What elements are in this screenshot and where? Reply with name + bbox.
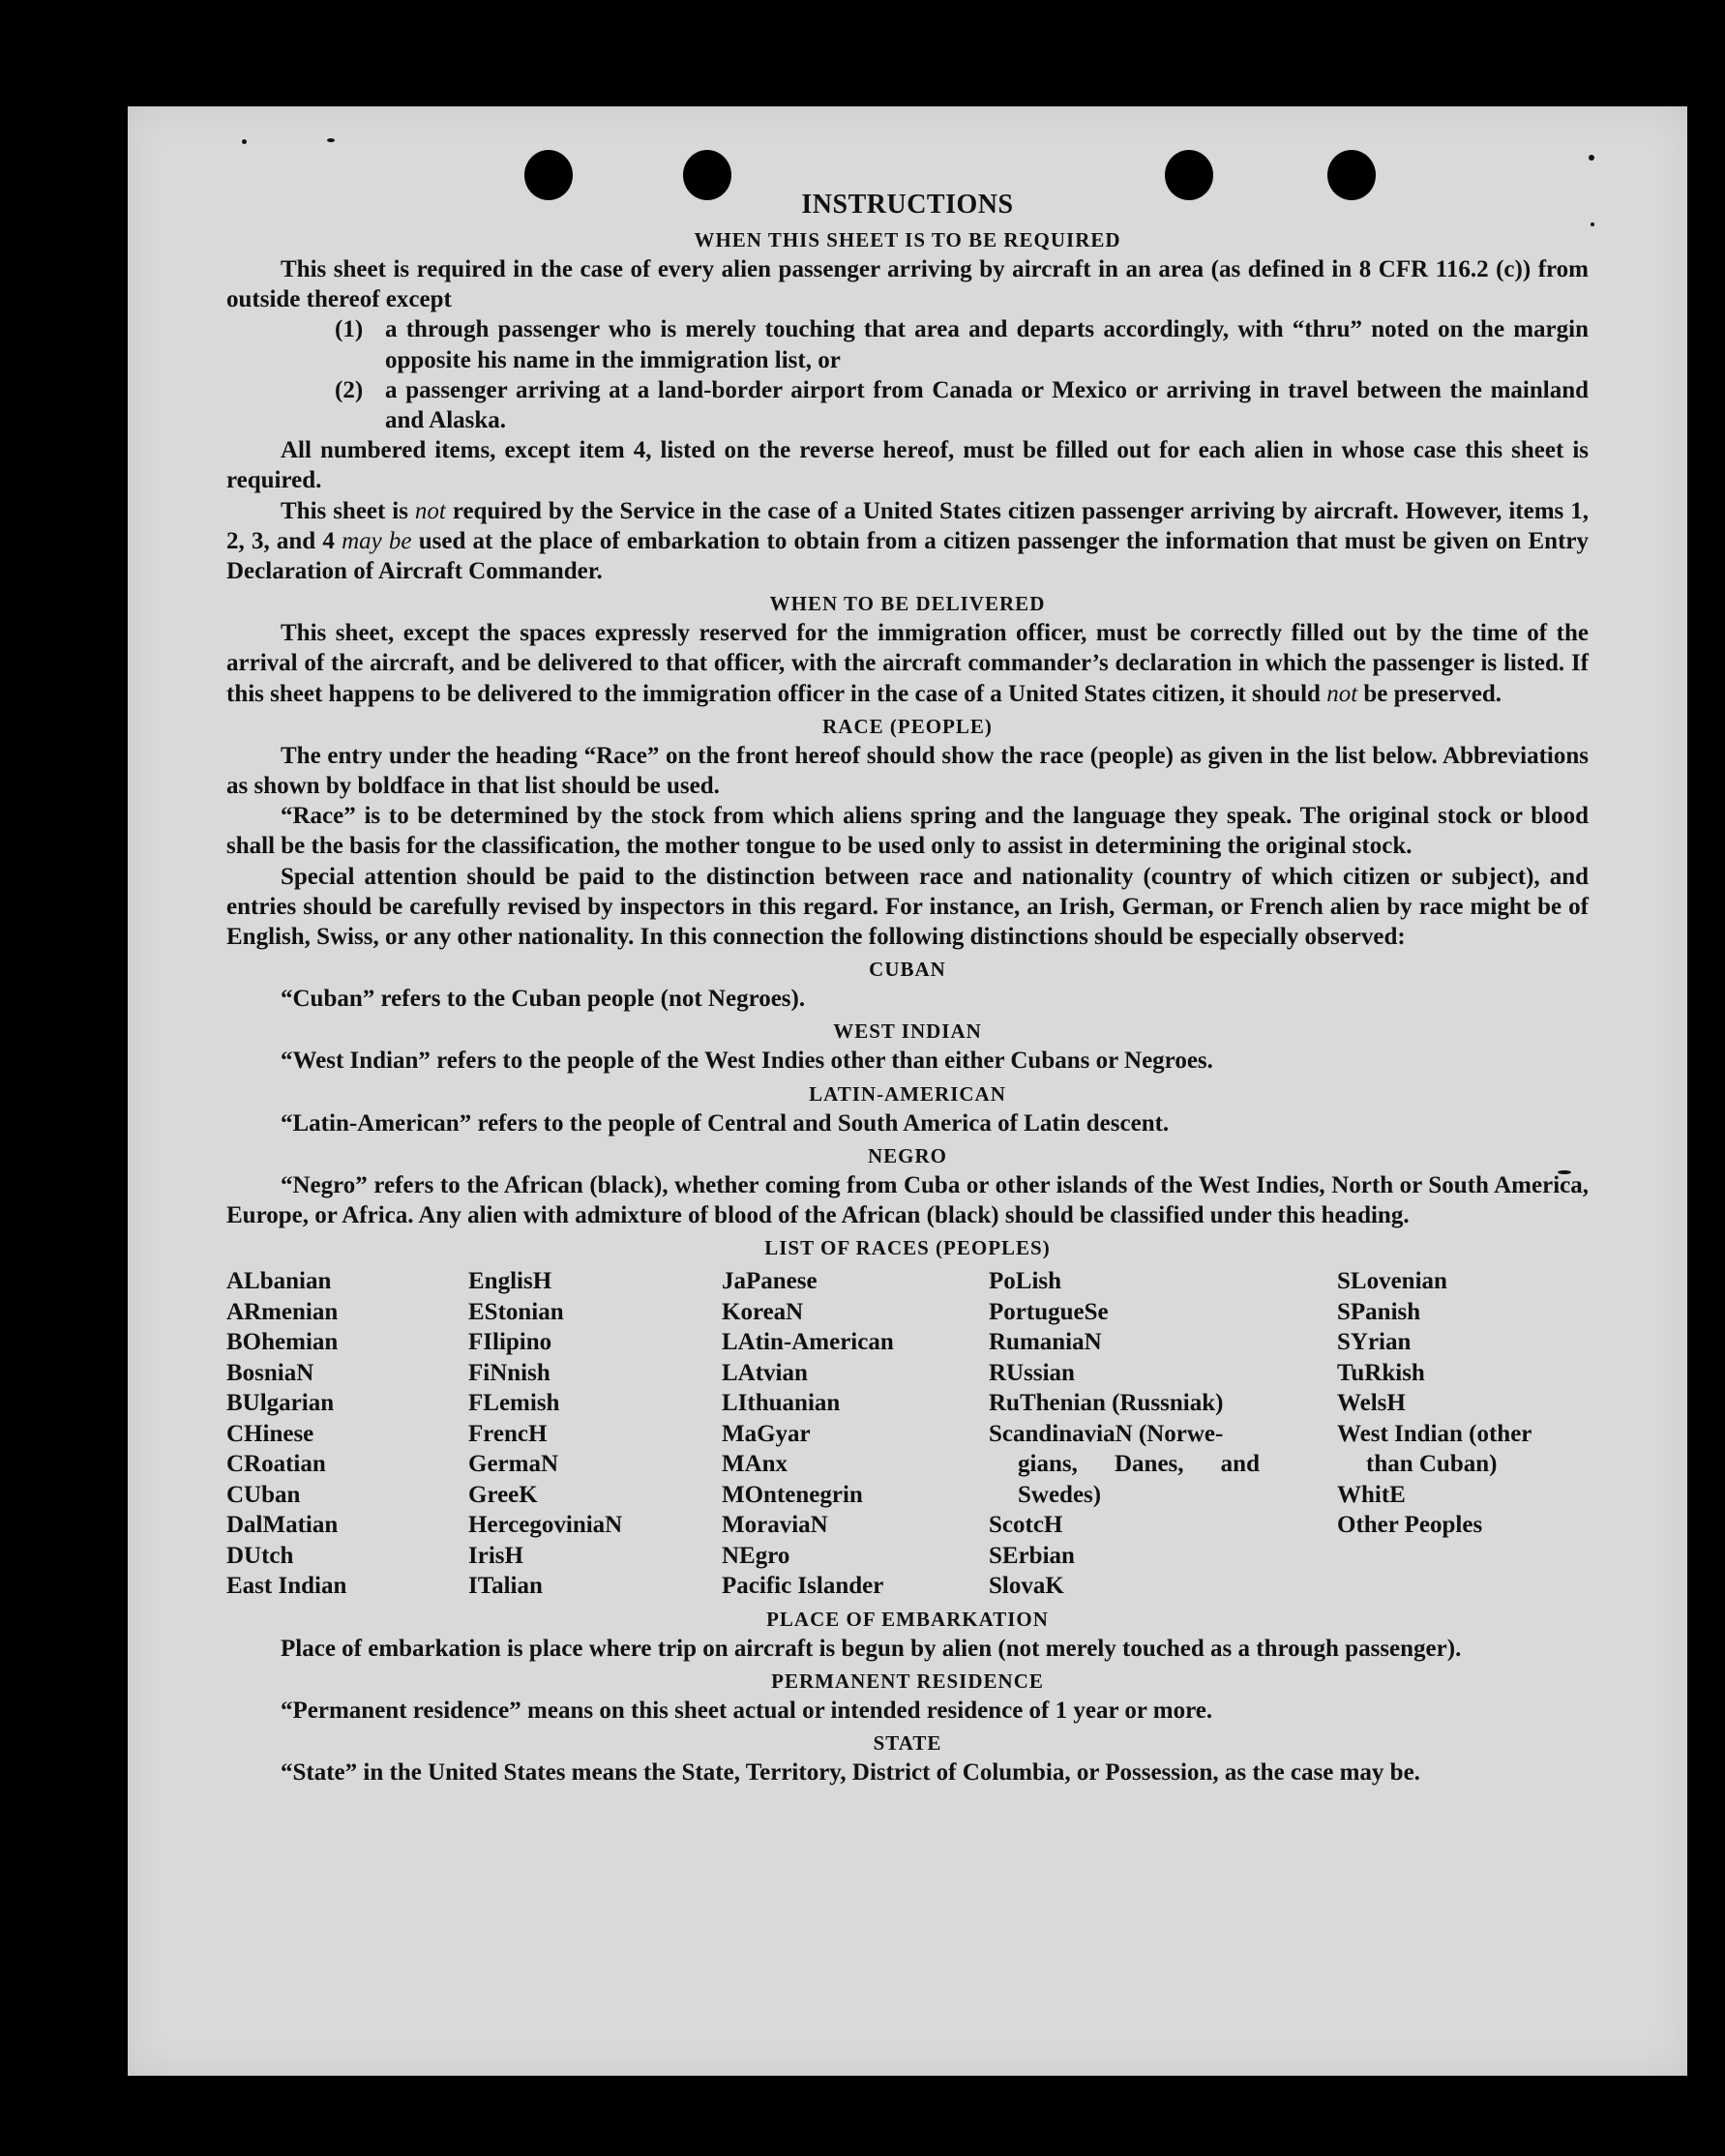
item-text: a passenger arriving at a land-border airport from Canada or Mexico or arriving in travel between the mainland and Alaska.: [385, 376, 1589, 434]
race-entry: FiNnish: [468, 1359, 550, 1386]
race-column-5: [1337, 1266, 1589, 1602]
race-column-2: [468, 1266, 722, 1602]
race-entry: KoreaN: [722, 1298, 804, 1325]
race-paragraph-2: “Race” is to be determined by the stock from which aliens spring and the language they speak. The original stock or blood shall be the basis for the classification, the mother tongue to be used only to assist in determining the original stock.: [226, 803, 1589, 860]
cuban-text: “Cuban” refers to the Cuban people (not Negroes).: [281, 986, 806, 1013]
west-indian-text: “West Indian” refers to the people of the West Indies other than either Cubans or Negroes.: [281, 1048, 1213, 1075]
exception-item-2: [226, 375, 1589, 435]
when-required-intro: This sheet is required in the case of every alien passenger arriving by aircraft in an area (as defined in 8 CFR 116.2 (c)) from outside thereof except: [226, 256, 1589, 313]
exception-item-1: [226, 314, 1589, 374]
instructions-content: [226, 188, 1589, 1787]
race-entry: LAtvian: [722, 1359, 808, 1386]
race-column-3: [722, 1266, 989, 1602]
race-entry: SlovaK: [989, 1573, 1064, 1600]
race-entry: EnglisH: [468, 1268, 552, 1295]
race-entry: RuThenian (Russniak): [989, 1390, 1224, 1417]
race-entry: BUlgarian: [226, 1390, 335, 1417]
race-entry-continuation: Swedes): [1018, 1481, 1102, 1508]
heading-latin-american: LATIN-AMERICAN: [809, 1081, 1006, 1106]
race-paragraph-3: Special attention should be paid to the distinction between race and nationality (country of which citizen or subject), and entries should be carefully revised by inspectors in this regard. For instance, an Irish, German, or French alien by race might be of English, Swiss, or any other nationality. In this connection the following distinctions should be especially observed:: [226, 863, 1589, 951]
race-entry: IrisH: [468, 1542, 523, 1569]
race-entry: SPanish: [1337, 1298, 1421, 1325]
heading-race: RACE (PEOPLE): [822, 714, 993, 738]
item-number: (2): [335, 376, 364, 403]
page-title: INSTRUCTIONS: [801, 190, 1014, 220]
heading-when-delivered: WHEN TO BE DELIVERED: [769, 592, 1046, 616]
race-entry: FrencH: [468, 1420, 548, 1447]
heading-west-indian: WEST INDIAN: [833, 1019, 982, 1044]
heading-when-required: WHEN THIS SHEET IS TO BE REQUIRED: [694, 228, 1121, 251]
delivered-paragraph: This sheet, except the spaces expressly reserved for the immigration officer, must be correctly filled out by the time of the arrival of the aircraft, and be delivered to that officer, with the aircraft commander’s declaration in which the passenger is listed. If this sheet happens to be delivered to the immigration officer in the case of a United States citizen, it should not be preserved.: [226, 620, 1589, 707]
heading-cuban: CUBAN: [869, 958, 946, 982]
negro-text: “Negro” refers to the African (black), whether coming from Cuba or other islands of the West Indies, North or South America, Europe, or Africa. Any alien with admixture of blood of the African (black) should be classified under this heading.: [226, 1171, 1589, 1229]
race-column-1: [226, 1266, 468, 1602]
race-entry: DalMatian: [226, 1512, 339, 1539]
race-entry: ScandinaviaN (Norwe-: [989, 1420, 1224, 1447]
race-entry-continuation: than Cuban): [1366, 1451, 1498, 1478]
race-entry: WelsH: [1337, 1390, 1406, 1417]
embarkation-text: Place of embarkation is place where trip on aircraft is begun by alien (not merely touched as a through passenger).: [281, 1635, 1462, 1662]
race-entry: RUssian: [989, 1359, 1075, 1386]
race-entry: MaGyar: [722, 1420, 811, 1447]
residence-text: “Permanent residence” means on this sheet actual or intended residence of 1 year or more.: [281, 1697, 1213, 1724]
race-list: [226, 1266, 1589, 1602]
race-entry: FLemish: [468, 1390, 560, 1417]
race-entry: MAnx: [722, 1451, 788, 1478]
race-entry: CHinese: [226, 1420, 314, 1447]
race-entry: LIthuanian: [722, 1390, 841, 1417]
race-entry: ALbanian: [226, 1268, 332, 1295]
race-entry: GermaN: [468, 1451, 559, 1478]
citizen-paragraph: This sheet is not required by the Service in the case of a United States citizen passenger arriving by aircraft. However, items 1, 2, 3, and 4 may be used at the place of embarkation to obtain from a citizen passenger the information that must be given on Entry Declaration of Aircraft Commander.: [226, 497, 1590, 585]
race-entry: ARmenian: [226, 1298, 339, 1325]
race-entry: BosniaN: [226, 1359, 314, 1386]
race-entry: WhitE: [1337, 1481, 1406, 1508]
race-entry: JaPanese: [722, 1268, 818, 1295]
heading-embarkation: PLACE OF EMBARKATION: [766, 1607, 1049, 1631]
heading-state: STATE: [873, 1731, 942, 1756]
race-column-4: [989, 1266, 1337, 1602]
race-entry: East Indian: [226, 1573, 347, 1600]
race-entry: NEgro: [722, 1542, 790, 1569]
numbered-items-paragraph: All numbered items, except item 4, listed on the reverse hereof, must be filled out for each alien in whose case this sheet is required.: [226, 437, 1589, 494]
race-entry: CRoatian: [226, 1451, 326, 1478]
race-entry: EStonian: [468, 1298, 564, 1325]
race-entry: RumaniaN: [989, 1329, 1102, 1356]
race-entry: Other Peoples: [1337, 1512, 1483, 1539]
heading-permanent-residence: PERMANENT RESIDENCE: [771, 1669, 1044, 1693]
race-entry: PortugueSe: [989, 1298, 1109, 1325]
race-entry: SLovenian: [1337, 1268, 1447, 1295]
race-entry: CUban: [226, 1481, 301, 1508]
race-entry: SErbian: [989, 1542, 1075, 1569]
race-entry: SYrian: [1337, 1329, 1412, 1356]
heading-list-of-races: LIST OF RACES (PEOPLES): [764, 1236, 1051, 1260]
latin-american-text: “Latin-American” refers to the people of Central and South America of Latin descent.: [281, 1109, 1170, 1137]
race-entry: DUtch: [226, 1542, 294, 1569]
race-entry: HercegoviniaN: [468, 1512, 623, 1539]
race-paragraph-1: The entry under the heading “Race” on the front hereof should show the race (people) as given in the list below. Abbreviations as shown by boldface in that list should be used.: [226, 742, 1589, 800]
race-entry: BOhemian: [226, 1329, 339, 1356]
item-text: a through passenger who is merely touching that area and departs accordingly, with “thru” noted on the margin opposite his name in the immigration list, or: [385, 316, 1589, 373]
race-entry: MOntenegrin: [722, 1481, 863, 1508]
race-entry: FIlipino: [468, 1329, 552, 1356]
race-entry: PoLish: [989, 1268, 1062, 1295]
race-entry: Pacific Islander: [722, 1573, 884, 1600]
state-text: “State” in the United States means the State, Territory, District of Columbia, or Possession, as the case may be.: [281, 1759, 1420, 1787]
race-entry: LAtin-American: [722, 1329, 894, 1356]
race-entry: ITalian: [468, 1573, 543, 1600]
race-entry: MoraviaN: [722, 1512, 828, 1539]
race-entry-continuation: gians, Danes, and: [1018, 1451, 1260, 1478]
race-entry: West Indian (other: [1337, 1420, 1532, 1447]
race-entry: GreeK: [468, 1481, 538, 1508]
heading-negro: NEGRO: [867, 1143, 947, 1167]
item-number: (1): [335, 316, 364, 343]
document-sheet: [128, 106, 1687, 2076]
race-entry: TuRkish: [1337, 1359, 1425, 1386]
race-entry: ScotcH: [989, 1512, 1063, 1539]
